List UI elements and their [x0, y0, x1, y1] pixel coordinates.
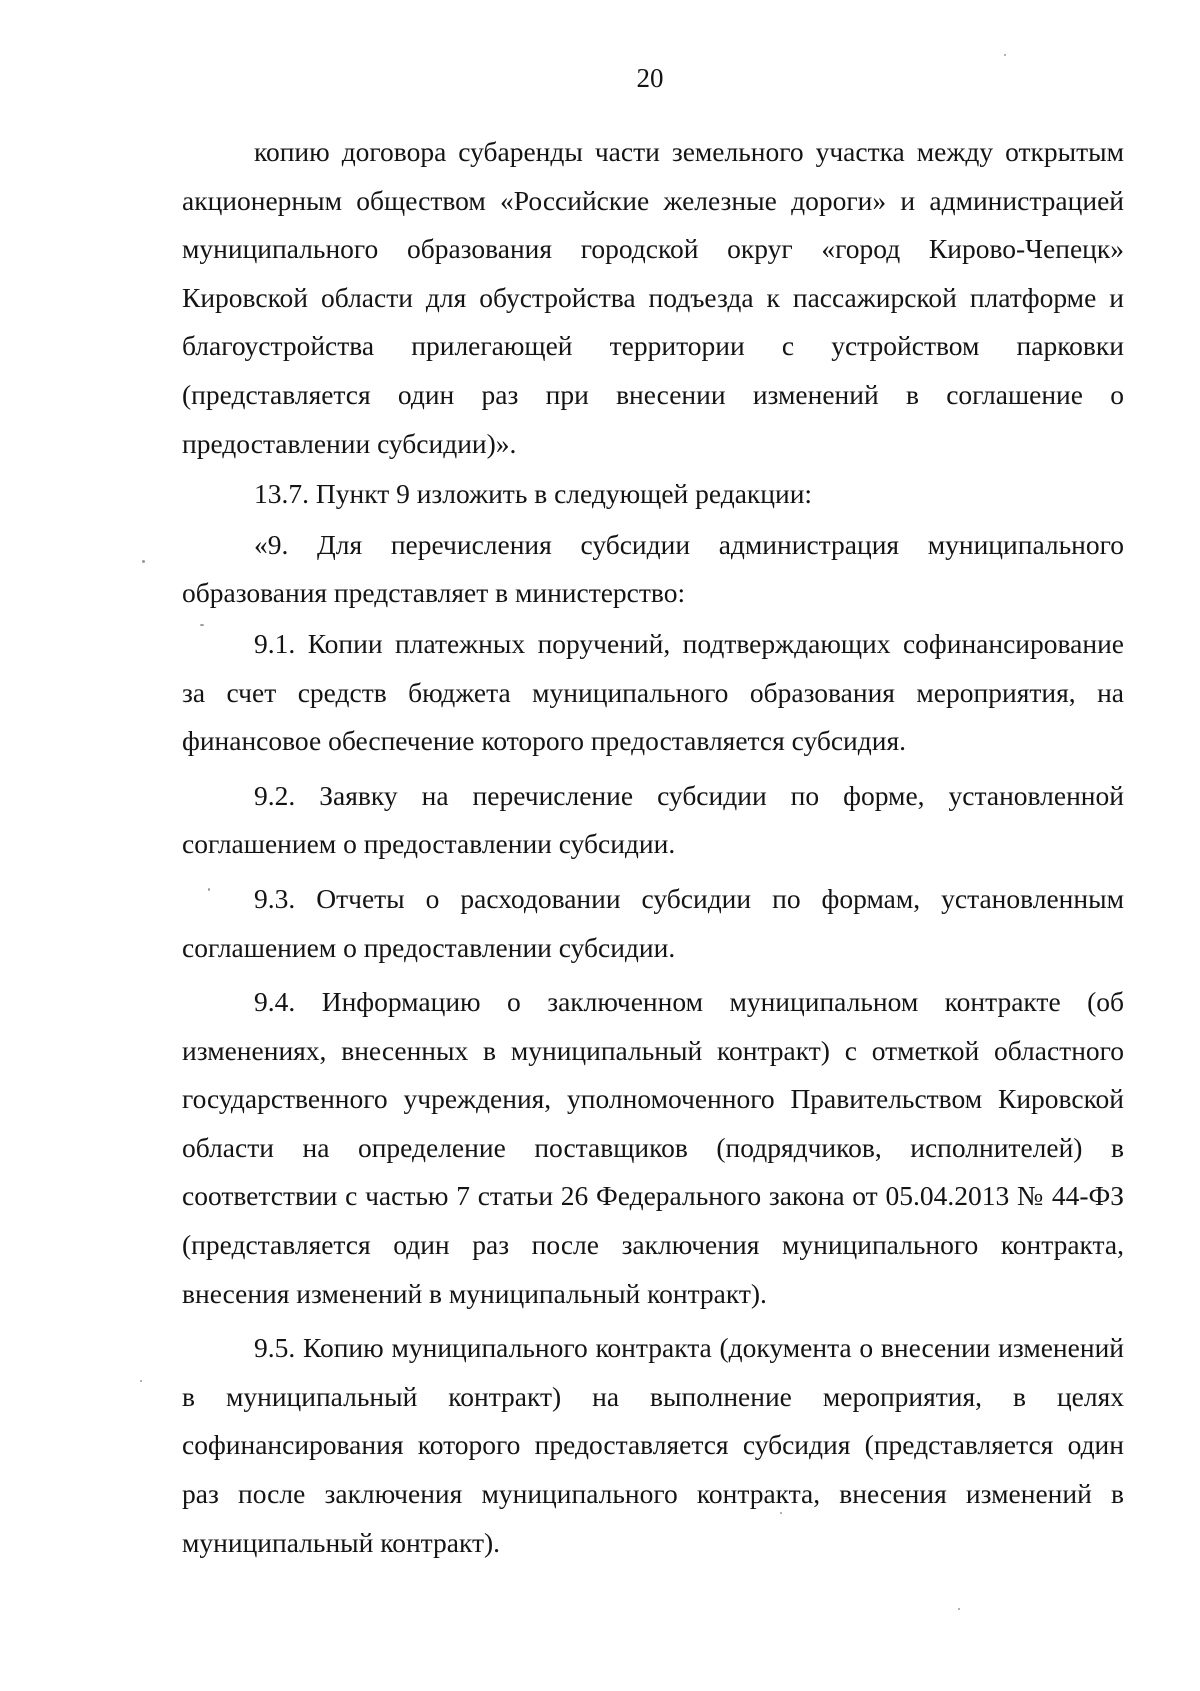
scan-speck [958, 1608, 960, 1610]
scan-speck [208, 888, 210, 891]
paragraph-9-1: 9.1. Копии платежных поручений, подтверждающих софинансирование за счет средств бюджета муниципального образования мероприятия, на финансовое обеспечение которого предоставляется субсидия. [182, 627, 1124, 757]
paragraph-9-3: 9.3. Отчеты о расходовании субсидии по формам, установленным соглашением о предоставлении субсидии. [182, 882, 1124, 963]
scan-speck [140, 1380, 142, 1382]
paragraph-9: «9. Для перечисления субсидии администрация муниципального образования представляет в министерство: [182, 528, 1124, 609]
paragraph-sublease-copy: копию договора субаренды части земельного участка между открытым акционерным обществом «Российские железные дороги» и администрацией муниципального образования городской округ «город Кирово-Чепецк» Кировской области для обустройства подъезда к пассажирской платформе и благоустройства прилегающей территории с устройством парковки (представляется один раз при внесении изменений в соглашение о предоставлении субсидии)». [182, 136, 1124, 459]
scan-speck [780, 1512, 782, 1514]
paragraph-9-5: 9.5. Копию муниципального контракта (документа о внесении изменений в муниципальный контракт) на выполнение мероприятия, в целях софинансирования которого предоставляется субсидия (представляется один раз после заключения муниципального контракта, внесения изменений в муниципальный контракт). [182, 1332, 1124, 1558]
paragraph-9-2: 9.2. Заявку на перечисление субсидии по форме, установленной соглашением о предоставлении субсидии. [182, 779, 1124, 860]
scan-speck [1004, 54, 1006, 56]
page-number: 20 [636, 63, 664, 93]
document-body [182, 128, 1124, 1567]
paragraph-9-4: 9.4. Информацию о заключенном муниципальном контракте (об изменениях, внесенных в муниципальный контракт) с отметкой областного государственного учреждения, уполномоченного Правительством Кировской области на определение поставщиков (подрядчиков, исполнителей) в соответствии с частью 7 статьи 26 Федерального закона от 05.04.2013 № 44-ФЗ (представляется один раз после заключения муниципального контракта, внесения изменений в муниципальный контракт). [182, 986, 1124, 1309]
paragraph-13-7: 13.7. Пункт 9 изложить в следующей редакции: [254, 478, 813, 510]
scan-speck [200, 624, 204, 626]
scan-speck [142, 560, 145, 563]
